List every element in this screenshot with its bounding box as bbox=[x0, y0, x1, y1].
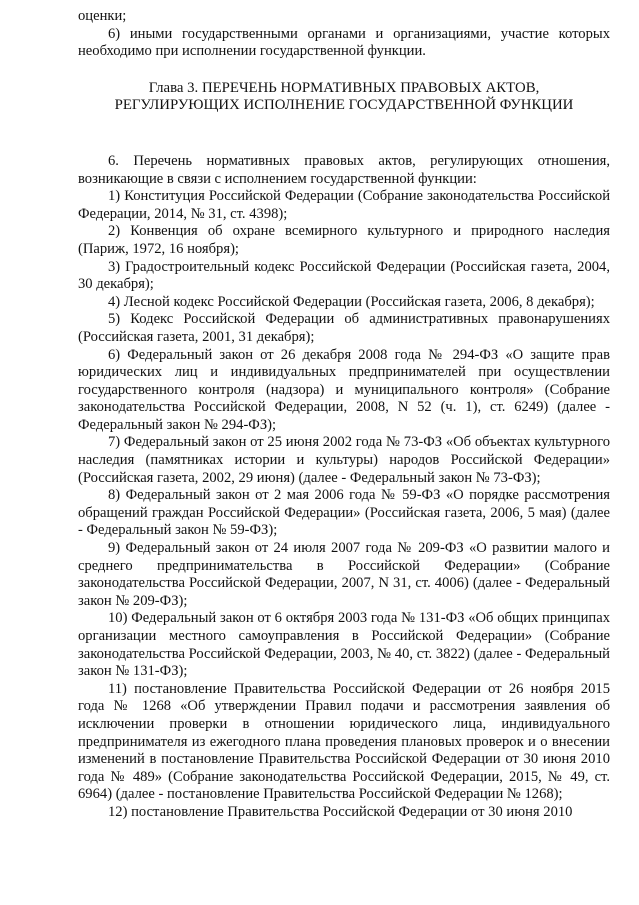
chapter-title-line-2: РЕГУЛИРУЮЩИХ ИСПОЛНЕНИЕ ГОСУДАРСТВЕННОЙ ФУНКЦИИ bbox=[114, 97, 574, 114]
paragraph-list-item-2: 2) Конвенция об охране всемирного культурного и природного наследия (Париж, 1972, 16 ноября); bbox=[78, 223, 610, 257]
paragraph-list-item-11: 11) постановление Правительства Российской Федерации от 26 ноября 2015 года № 1268 «Об утверждении Правил подачи и рассмотрения заявления об исключении проверки в отношении юридического лица, индивидуального предпринимателя из ежегодного плана проведения плановых проверок и о внесении изменений в постановление Правительства Российской Федерации от 30 июня 2010 года № 489» (Собрание законодательства Российской Федерации, 2015, № 49, ст. 6964) (далее - постановление Правительства Российской Федерации № 1268); bbox=[78, 680, 610, 803]
chapter-title-line-1: Глава 3. ПЕРЕЧЕНЬ НОРМАТИВНЫХ ПРАВОВЫХ АКТОВ, bbox=[148, 79, 540, 96]
paragraph-item-6: 6. Перечень нормативных правовых актов, регулирующих отношения, возникающие в связи с исполнением государственной функции: bbox=[78, 152, 610, 187]
paragraph-intro-1: 6) иными государственными органами и организациями, участие которых необходимо при исполнении государственной функции. bbox=[78, 25, 610, 60]
paragraph-list-item-4: 4) Лесной кодекс Российской Федерации (Российская газета, 2006, 8 декабря); bbox=[108, 293, 595, 310]
paragraph-list-item-5: 5) Кодекс Российской Федерации об административных правонарушениях (Российская газета, 2001, 31 декабря); bbox=[78, 311, 610, 345]
paragraph-list-item-12: 12) постановление Правительства Российской Федерации от 30 июня 2010 bbox=[108, 803, 573, 820]
chapter-title bbox=[78, 80, 610, 115]
paragraph-list-item-9: 9) Федеральный закон от 24 июля 2007 года № 209-ФЗ «О развитии малого и среднего предпринимательства в Российской Федерации» (Собрание законодательства Российской Федерации, 2007, N 31, ст. 4006) (далее - Федеральный закон № 209-ФЗ); bbox=[78, 540, 610, 609]
paragraph-list-item-7: 7) Федеральный закон от 25 июня 2002 года № 73-ФЗ «Об объектах культурного наследия (памятниках истории и культуры) народов Российской Федерации» (Российская газета, 2002, 29 июня) (далее - Федеральный закон № 73-ФЗ); bbox=[78, 434, 610, 486]
paragraph-list-item-3: 3) Градостроительный кодекс Российской Федерации (Российская газета, 2004, 30 декабря); bbox=[78, 258, 610, 293]
paragraph-list-item-8: 8) Федеральный закон от 2 мая 2006 года № 59-ФЗ «О порядке рассмотрения обращений граждан Российской Федерации» (Российская газета, 2006, 5 мая) (далее - Федеральный закон № 59-ФЗ); bbox=[78, 487, 610, 539]
paragraph-list-item-6: 6) Федеральный закон от 26 декабря 2008 года № 294-ФЗ «О защите прав юридических лиц и индивидуальных предпринимателей при осуществлении государственного контроля (надзора) и муниципального контроля» (Собрание законодательства Российской Федерации, 2008, N 52 (ч. 1), ст. 6249) (далее - Федеральный закон № 294-ФЗ); bbox=[78, 346, 610, 433]
paragraph-intro-0: оценки; bbox=[78, 8, 127, 24]
paragraph-list-item-10: 10) Федеральный закон от 6 октября 2003 года № 131-ФЗ «Об общих принципах организации местного самоуправления в Российской Федерации» (Собрание законодательства Российской Федерации, 2003, № 40, ст. 3822) (далее - Федеральный закон № 131-ФЗ); bbox=[78, 610, 610, 680]
document-page bbox=[78, 8, 610, 822]
paragraph-list-item-1: 1) Конституция Российской Федерации (Собрание законодательства Российской Федерации, 2014, № 31, ст. 4398); bbox=[78, 188, 610, 222]
